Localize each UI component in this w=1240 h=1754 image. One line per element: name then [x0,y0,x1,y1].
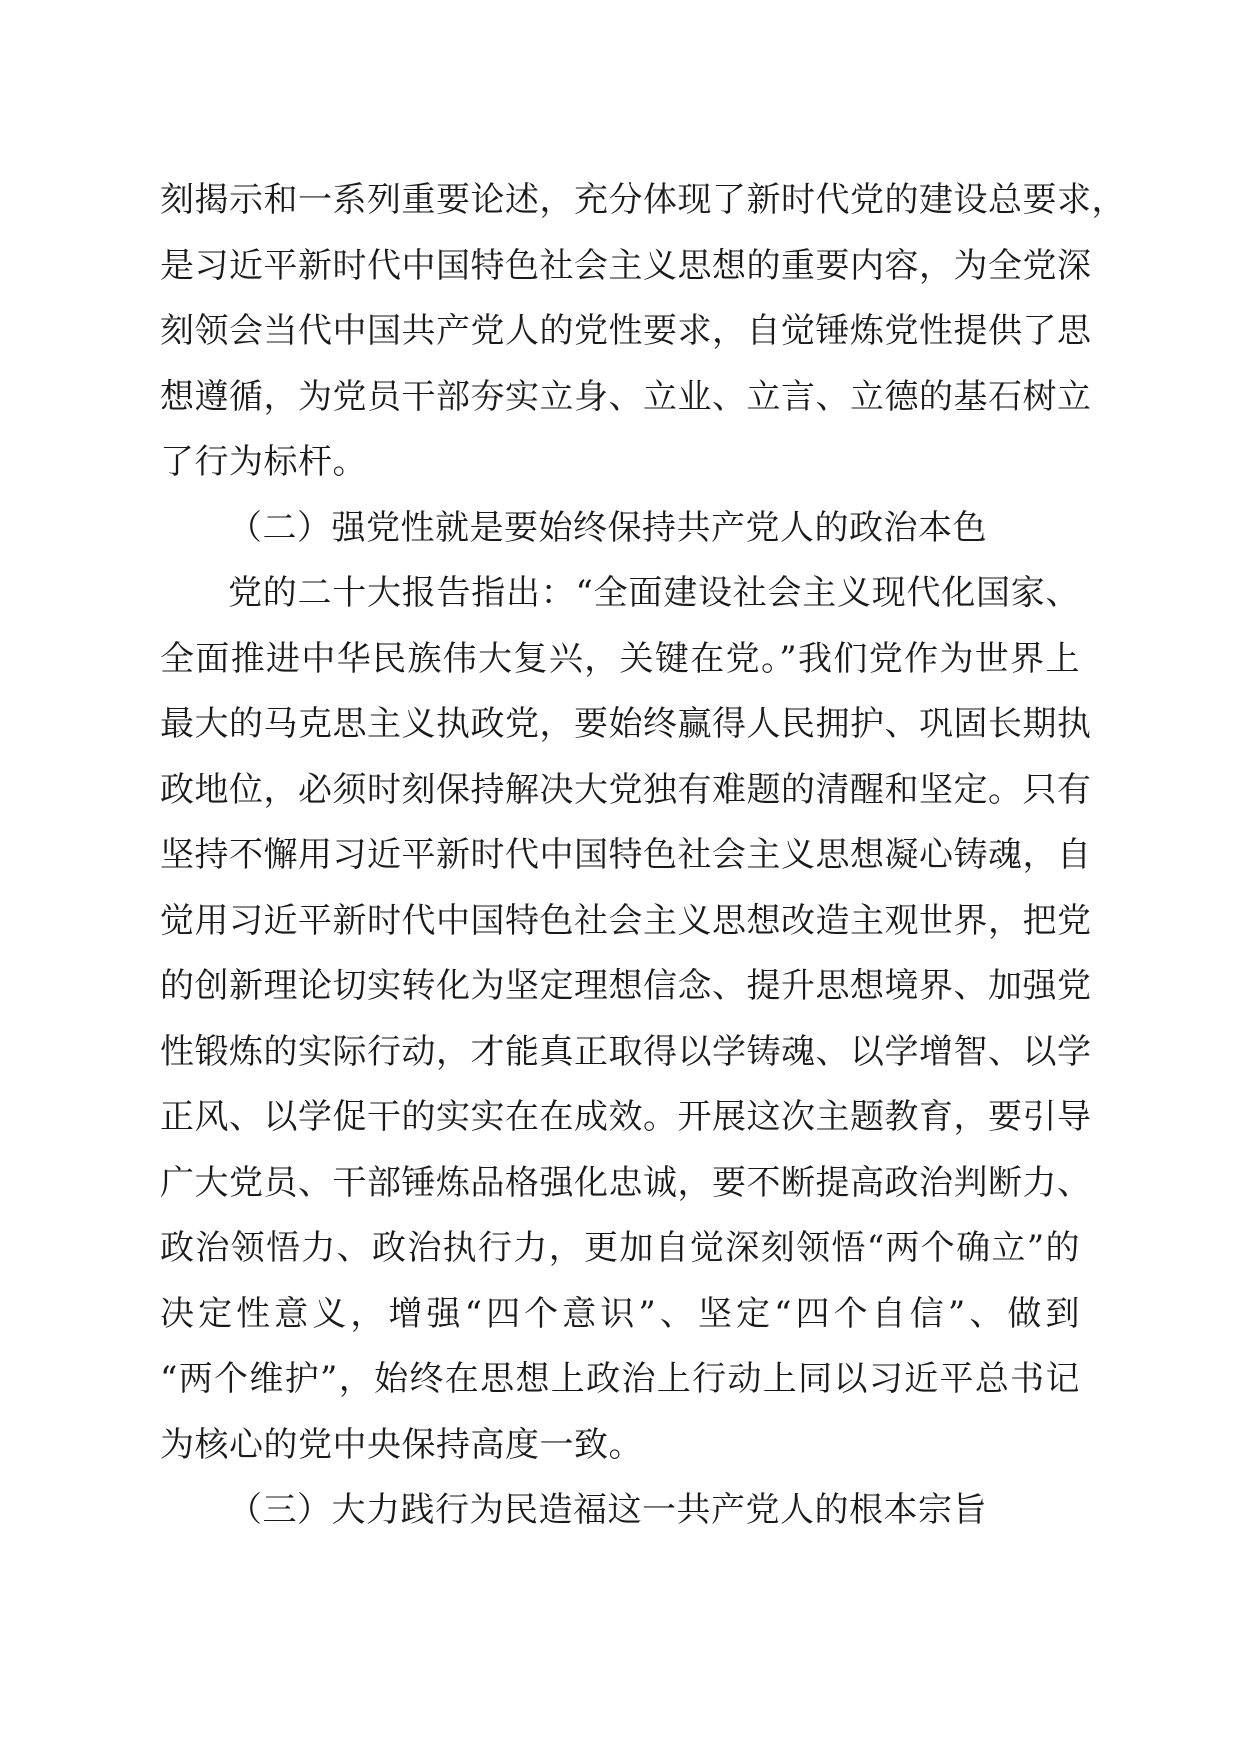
paragraph-line: 觉用习近平新时代中国特色社会主义思想改造主观世界，把党 [160,900,1092,941]
paragraph-line: 性锻炼的实际行动，才能真正取得以学铸魂、以学增智、以学 [160,1031,1092,1072]
paragraph-line: 广大党员、干部锤炼品格强化忠诚，要不断提高政治判断力、 [160,1162,1092,1203]
section-heading-3: （三）大力践行为民造福这一共产党人的根本宗旨 [228,1490,987,1530]
paragraph-line: 坚持不懈用习近平新时代中国特色社会主义思想凝心铸魂，自 [160,835,1092,875]
paragraph-line: 了行为标杆。 [160,442,367,482]
paragraph-line: 为核心的党中央保持高度一致。 [160,1424,643,1465]
paragraph-line: 正风、以学促干的实实在在成效。开展这次主题教育，要引导 [160,1097,1092,1137]
paragraph-line: 最大的马克思主义执政党，要始终赢得人民拥护、巩固长期执 [160,704,1092,744]
paragraph-line: 刻领会当代中国共产党人的党性要求，自觉锤炼党性提供了思 [160,311,1092,351]
paragraph-line: 的创新理论切实转化为坚定理想信念、提升思想境界、加强党 [160,966,1092,1006]
paragraph-line: 政治领悟力、政治执行力，更加自觉深刻领悟“两个确立”的 [160,1228,1080,1268]
paragraph-line: 想遵循，为党员干部夯实立身、立业、立言、立德的基石树立 [160,376,1092,417]
document-body [160,168,1126,1544]
paragraph-line: 党的二十大报告指出：“全面建设社会主义现代化国家、 [228,573,1080,613]
paragraph-line: “两个维护”，始终在思想上政治上行动上同以习近平总书记 [160,1359,1080,1399]
paragraph-line: 政地位，必须时刻保持解决大党独有难题的清醒和坚定。只有 [160,769,1092,810]
paragraph-line: 是习近平新时代中国特色社会主义思想的重要内容，为全党深 [160,245,1092,286]
paragraph-line: 刻揭示和一系列重要论述，充分体现了新时代党的建设总要求， [160,180,1126,220]
section-heading-2: （二）强党性就是要始终保持共产党人的政治本色 [228,507,987,548]
paragraph-line: 决定性意义，增强“四个意识”、坚定“四个自信”、做到 [160,1293,1080,1334]
paragraph-line: 全面推进中华民族伟大复兴，关键在党。”我们党作为世界上 [160,638,1080,679]
